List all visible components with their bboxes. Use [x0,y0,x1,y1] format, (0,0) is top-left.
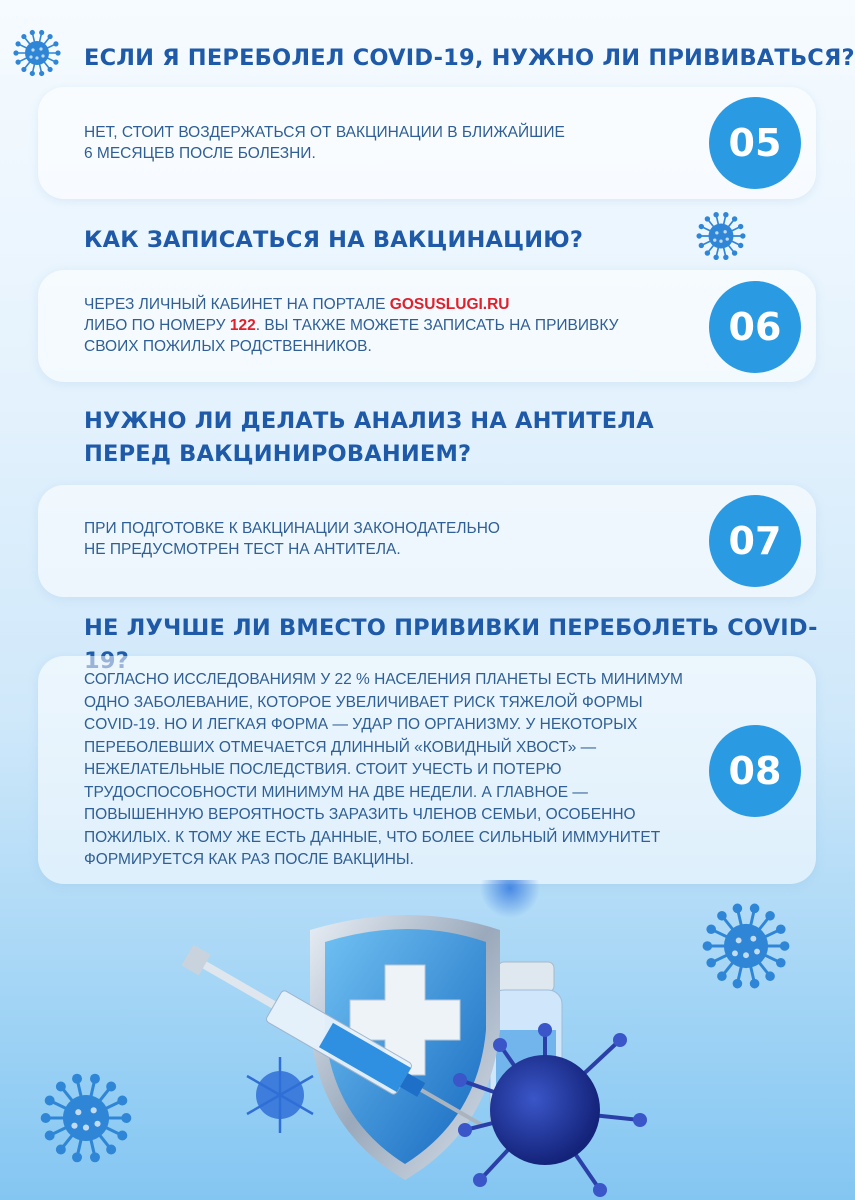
answer-line: ПРИ ПОДГОТОВКЕ К ВАКЦИНАЦИИ ЗАКОНОДАТЕЛЬНО [84,520,500,537]
question-line: ПЕРЕД ВАКЦИНИРОВАНИЕМ? [84,441,472,467]
question-heading [84,405,654,471]
answer-text [84,122,565,164]
virus-icon [480,880,540,918]
answer-line: ТРУДОСПОСОБНОСТИ МИНИМУМ НА ДВЕ НЕДЕЛИ. А ГЛАВНОЕ — [84,783,588,801]
virus-icon [12,28,62,78]
question-heading: КАК ЗАПИСАТЬСЯ НА ВАКЦИНАЦИЮ? [84,227,584,253]
answer-line: . ВЫ ТАКЖЕ МОЖЕТЕ ЗАПИСАТЬ НА ПРИВИВКУ [255,317,619,334]
vaccine-illustration [0,880,855,1200]
question-number-badge: 07 [709,495,801,587]
answer-line: НЕЖЕЛАТЕЛЬНЫЕ ПОСЛЕДСТВИЯ. СТОИТ УЧЕСТЬ И ПОТЕРЮ [84,761,562,778]
answer-line: ПЕРЕБОЛЕВШИХ ОТМЕЧАЕТСЯ ДЛИННЫЙ «КОВИДНЫЙ ХВОСТ» — [84,738,597,756]
answer-line: 6 МЕСЯЦЕВ ПОСЛЕ БОЛЕЗНИ. [84,145,316,162]
virus-icon [247,1057,313,1133]
answer-text [84,518,500,560]
gosuslugi-link[interactable]: GOSUSLUGI.RU [389,296,510,313]
answer-text [84,294,618,357]
answer-line: СВОИХ ПОЖИЛЫХ РОДСТВЕННИКОВ. [84,338,372,355]
answer-line: СОГЛАСНО ИССЛЕДОВАНИЯМ У 22 % НАСЕЛЕНИЯ ПЛАНЕТЫ ЕСТЬ МИНИМУМ [84,671,683,688]
question-number-badge: 08 [709,725,801,817]
phone-number: 122 [229,317,256,334]
question-number-badge: 05 [709,97,801,189]
question-heading: ЕСЛИ Я ПЕРЕБОЛЕЛ COVID-19, НУЖНО ЛИ ПРИВИВАТЬСЯ? [84,45,855,71]
answer-line: НЕ ПРЕДУСМОТРЕН ТЕСТ НА АНТИТЕЛА. [84,541,401,558]
answer-line: ФОРМИРУЕТСЯ КАК РАЗ ПОСЛЕ ВАКЦИНЫ. [84,851,414,868]
answer-line: ЧЕРЕЗ ЛИЧНЫЙ КАБИНЕТ НА ПОРТАЛЕ [84,296,390,313]
answer-line: COVID-19. НО И ЛЕГКАЯ ФОРМА — УДАР ПО ОРГАНИЗМУ. У НЕКОТОРЫХ [84,716,638,733]
question-line: НУЖНО ЛИ ДЕЛАТЬ АНАЛИЗ НА АНТИТЕЛА [84,408,654,434]
answer-line: ПОВЫШЕННУЮ ВЕРОЯТНОСТЬ ЗАРАЗИТЬ ЧЛЕНОВ СЕМЬИ, ОСОБЕННО [84,806,636,823]
answer-line: НЕТ, СТОИТ ВОЗДЕРЖАТЬСЯ ОТ ВАКЦИНАЦИИ В БЛИЖАЙШИЕ [84,124,565,141]
answer-line: ЛИБО ПО НОМЕРУ [84,317,230,334]
answer-line: ПОЖИЛЫХ. К ТОМУ ЖЕ ЕСТЬ ДАННЫЕ, ЧТО БОЛЕЕ СИЛЬНЫЙ ИММУНИТЕТ [84,828,661,846]
answer-line: ОДНО ЗАБОЛЕВАНИЕ, КОТОРОЕ УВЕЛИЧИВАЕТ РИСК ТЯЖЕЛОЙ ФОРМЫ [84,693,643,711]
question-heading: НЕ ЛУЧШЕ ЛИ ВМЕСТО ПРИВИВКИ ПЕРЕБОЛЕТЬ COVID- [84,615,818,641]
virus-icon [695,210,747,262]
question-number-badge: 06 [709,281,801,373]
answer-text [84,669,683,872]
